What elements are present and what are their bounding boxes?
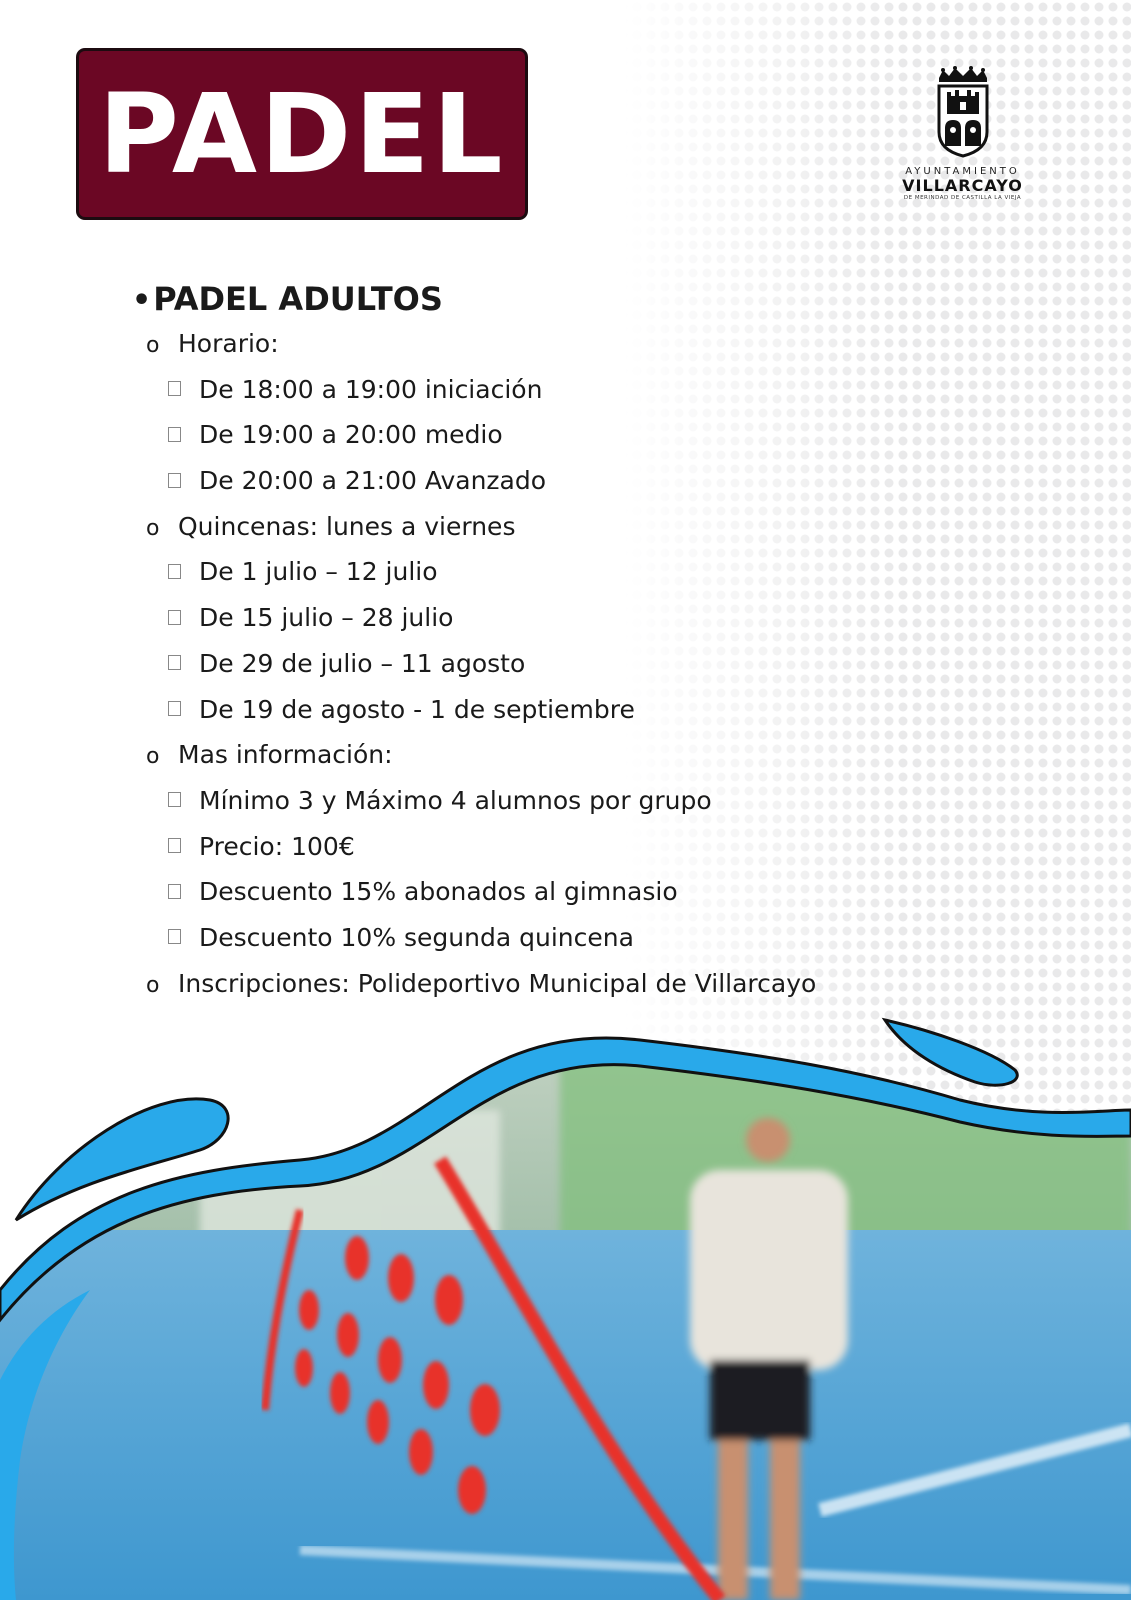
square-bullet-icon — [168, 884, 181, 899]
blue-wave-swoosh-right — [885, 1020, 1017, 1085]
square-bullet-icon — [168, 838, 181, 853]
list-item: De 18:00 a 19:00 iniciación — [132, 367, 816, 413]
list-marker: o — [146, 515, 160, 541]
list-marker: o — [146, 333, 160, 358]
square-bullet-icon — [168, 473, 181, 488]
title-banner — [79, 51, 525, 217]
list-item: De 20:00 a 21:00 Avanzado — [132, 458, 816, 504]
list-item-horario: o Horario: — [132, 321, 816, 367]
square-bullet-icon — [168, 564, 181, 579]
castle-crest-icon — [933, 66, 993, 158]
list-item: Precio: 100€ — [132, 824, 816, 870]
section-heading-text: PADEL ADULTOS — [153, 280, 443, 318]
square-bullet-icon — [168, 929, 181, 944]
padel-photo-wave — [0, 990, 1131, 1600]
square-bullet-icon — [168, 610, 181, 625]
list-item: De 19:00 a 20:00 medio — [132, 412, 816, 458]
villarcayo-logo — [895, 66, 1030, 201]
list-item: Mínimo 3 y Máximo 4 alumnos por grupo — [132, 778, 816, 824]
list-item: Descuento 10% segunda quincena — [132, 915, 816, 961]
logo-line-villarcayo: VILLARCAYO — [902, 176, 1023, 195]
list-item: De 19 de agosto - 1 de septiembre — [132, 687, 816, 733]
list-item-inscripciones: o Inscripciones: Polideportivo Municipal de Villarcayo — [132, 961, 816, 1007]
list-marker: o — [146, 972, 160, 998]
section-heading — [132, 277, 816, 321]
list-item: Descuento 15% abonados al gimnasio — [132, 869, 816, 915]
court-photo — [0, 990, 1131, 1600]
logo-line-subtitle: DE MERINDAD DE CASTILLA LA VIEJA — [903, 195, 1022, 201]
list-item: De 29 de julio – 11 agosto — [132, 641, 816, 687]
list-item: De 1 julio – 12 julio — [132, 549, 816, 595]
square-bullet-icon — [168, 381, 181, 396]
list-item: De 15 julio – 28 julio — [132, 595, 816, 641]
square-bullet-icon — [168, 701, 181, 716]
square-bullet-icon — [168, 427, 181, 442]
square-bullet-icon — [168, 792, 181, 807]
list-marker: o — [146, 744, 160, 770]
list-item-info: o Mas información: — [132, 732, 816, 778]
heading-bullet: • — [132, 283, 152, 318]
logo-line-ayuntamiento: AYUNTAMIENTO — [905, 166, 1020, 177]
square-bullet-icon — [168, 655, 181, 670]
page-title: PADEL — [98, 70, 506, 198]
course-info — [132, 277, 816, 1006]
list-item-quincenas: o Quincenas: lunes a viernes — [132, 504, 816, 550]
